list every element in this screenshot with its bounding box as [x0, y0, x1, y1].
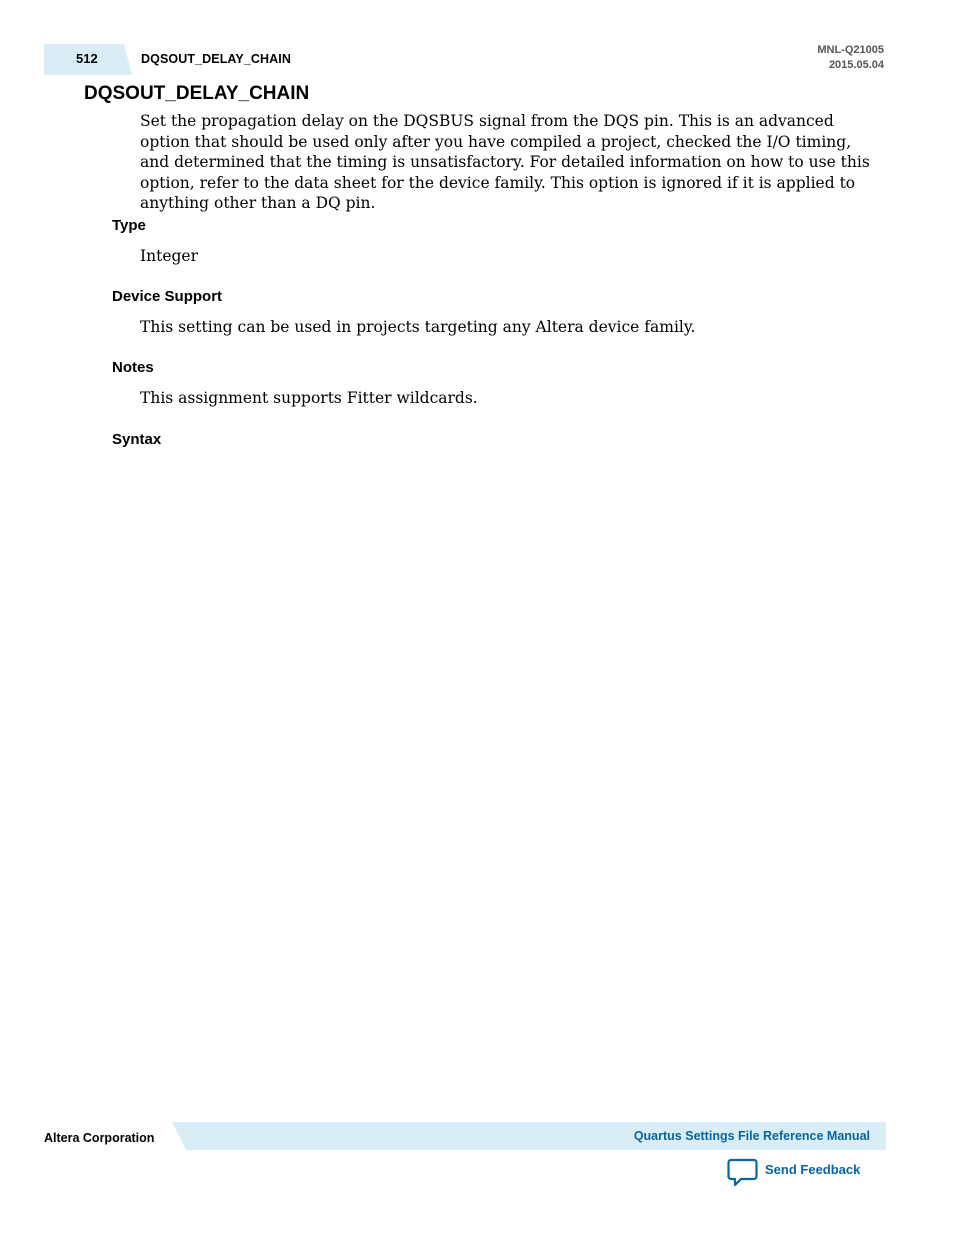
- type-value: Integer: [140, 247, 199, 265]
- document-id-block: [817, 43, 884, 73]
- notes-text: This assignment supports Fitter wildcards.: [140, 389, 478, 407]
- running-header-title: DQSOUT_DELAY_CHAIN: [141, 52, 291, 66]
- speech-bubble-icon[interactable]: [727, 1158, 758, 1187]
- device-support-text: This setting can be used in projects targeting any Altera device family.: [140, 318, 696, 336]
- document-id: MNL-Q21005: [817, 44, 884, 56]
- send-feedback-link[interactable]: Send Feedback: [765, 1162, 861, 1177]
- syntax-heading: Syntax: [112, 431, 162, 448]
- notes-heading: Notes: [112, 359, 154, 376]
- device-support-heading: Device Support: [112, 288, 223, 305]
- document-date: 2015.05.04: [828, 59, 884, 71]
- intro-paragraph: Set the propagation delay on the DQSBUS signal from the DQS pin. This is an advanced option that should be used only after you have compiled a project, checked the I/O timing, and determined that the timing is unsatisfactory. For detailed information on how to use this option, refer to the data sheet for the device family. This option is ignored if it is applied to anything other than a DQ pin.: [140, 112, 870, 213]
- page-number: 512: [76, 51, 98, 66]
- page-title: DQSOUT_DELAY_CHAIN: [84, 83, 310, 104]
- type-heading: Type: [112, 217, 146, 234]
- footer-company: Altera Corporation: [44, 1131, 155, 1145]
- footer-manual-title: Quartus Settings File Reference Manual: [633, 1129, 870, 1143]
